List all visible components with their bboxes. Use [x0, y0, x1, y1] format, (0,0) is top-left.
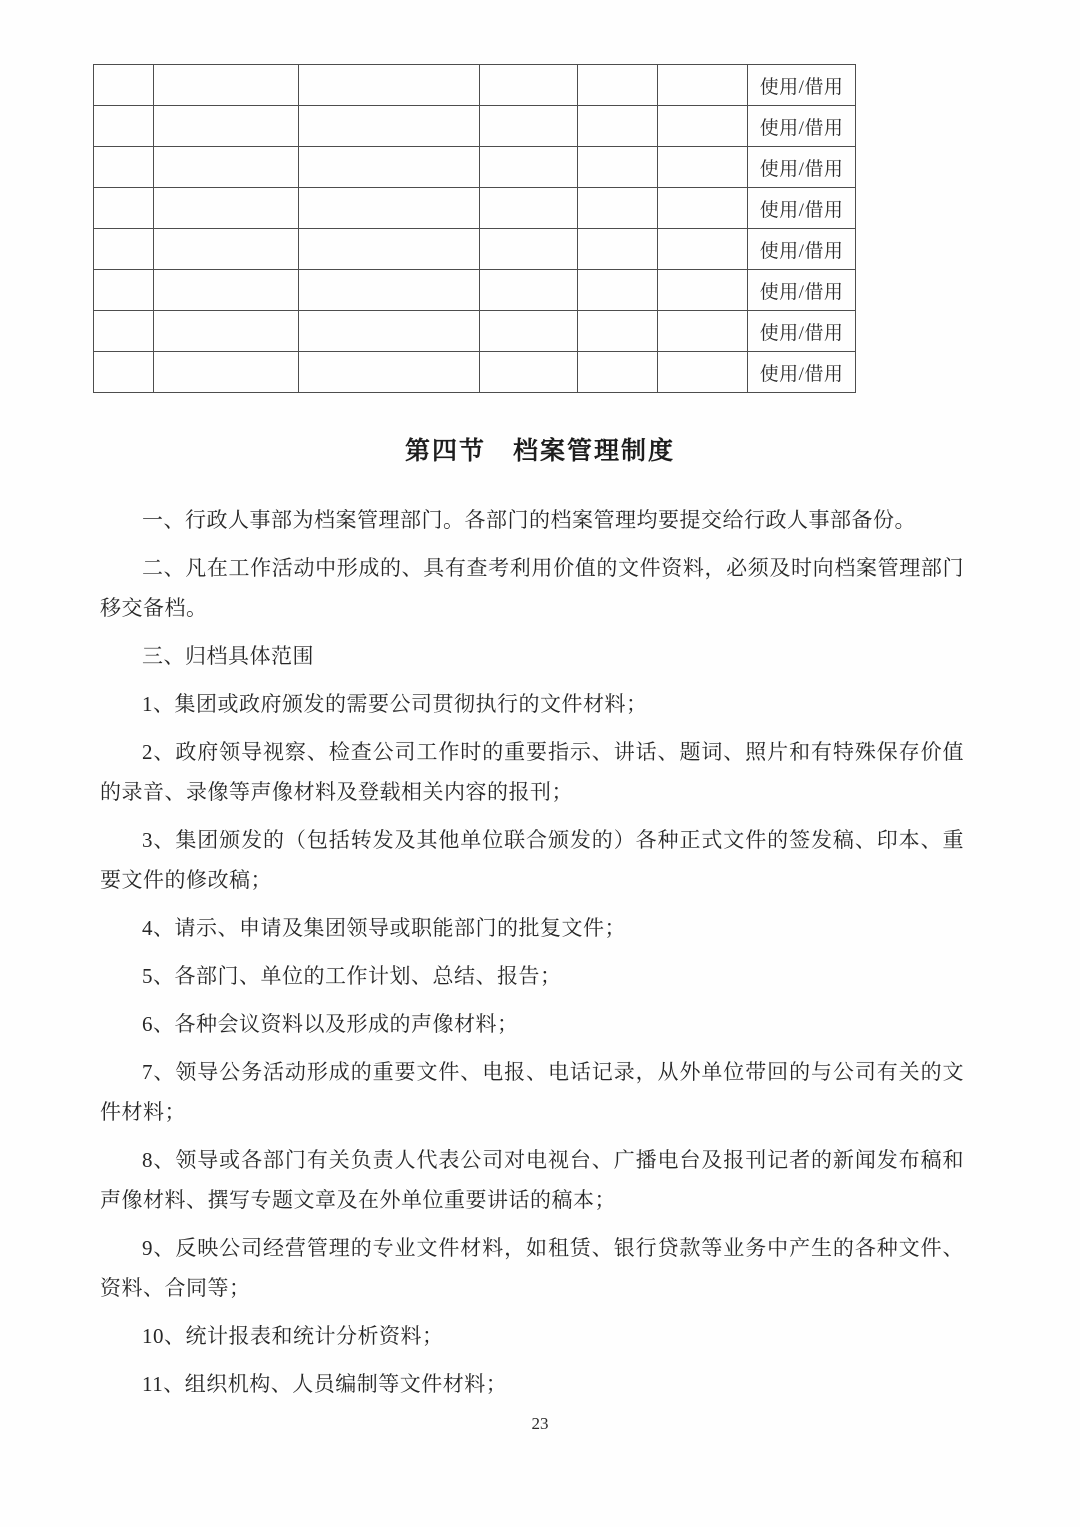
- empty-cell: [578, 188, 658, 229]
- empty-cell: [299, 147, 480, 188]
- table-row: [94, 352, 856, 393]
- empty-cell: [94, 106, 154, 147]
- paragraph: 二、凡在工作活动中形成的、具有查考利用价值的文件资料，必须及时向档案管理部门移交备档。: [100, 556, 964, 620]
- usage-borrow-cell: 使用/借用: [748, 311, 856, 352]
- empty-cell: [658, 352, 748, 393]
- usage-borrow-cell: 使用/借用: [748, 270, 856, 311]
- empty-cell: [94, 65, 154, 106]
- page-number: 23: [531, 1414, 549, 1433]
- usage-borrow-cell: 使用/借用: [748, 65, 856, 106]
- section-heading: 第四节 档案管理制度: [404, 438, 675, 465]
- empty-cell: [658, 229, 748, 270]
- table-row: [94, 147, 856, 188]
- empty-cell: [480, 65, 578, 106]
- empty-cell: [154, 270, 299, 311]
- empty-cell: [480, 106, 578, 147]
- paragraph: 7、领导公务活动形成的重要文件、电报、电话记录，从外单位带回的与公司有关的文件材料；: [100, 1060, 964, 1124]
- archive-usage-table: [93, 64, 856, 393]
- empty-cell: [480, 270, 578, 311]
- paragraph: 5、各部门、单位的工作计划、总结、报告；: [142, 964, 562, 988]
- empty-cell: [299, 65, 480, 106]
- empty-cell: [299, 270, 480, 311]
- empty-cell: [299, 106, 480, 147]
- empty-cell: [480, 229, 578, 270]
- empty-cell: [154, 352, 299, 393]
- empty-cell: [578, 65, 658, 106]
- table-row: [94, 188, 856, 229]
- empty-cell: [154, 229, 299, 270]
- empty-cell: [658, 270, 748, 311]
- document-body: [100, 500, 964, 1412]
- usage-borrow-cell: 使用/借用: [748, 106, 856, 147]
- paragraph: 6、各种会议资料以及形成的声像材料；: [142, 1012, 519, 1036]
- usage-borrow-cell: 使用/借用: [748, 147, 856, 188]
- paragraph: 2、政府领导视察、检查公司工作时的重要指示、讲话、题词、照片和有特殊保存价值的录音、录像等声像材料及登载相关内容的报刊；: [100, 740, 964, 804]
- empty-cell: [94, 270, 154, 311]
- paragraph: 三、归档具体范围: [142, 644, 314, 668]
- empty-cell: [578, 229, 658, 270]
- empty-cell: [658, 106, 748, 147]
- empty-cell: [299, 188, 480, 229]
- empty-cell: [480, 352, 578, 393]
- empty-cell: [154, 188, 299, 229]
- empty-cell: [480, 188, 578, 229]
- paragraph: 8、领导或各部门有关负责人代表公司对电视台、广播电台及报刊记者的新闻发布稿和声像材料、撰写专题文章及在外单位重要讲话的稿本；: [100, 1148, 964, 1212]
- empty-cell: [299, 311, 480, 352]
- paragraph: 一、行政人事部为档案管理部门。各部门的档案管理均要提交给行政人事部备份。: [142, 508, 916, 532]
- empty-cell: [299, 229, 480, 270]
- table-row: [94, 311, 856, 352]
- empty-cell: [94, 188, 154, 229]
- empty-cell: [658, 311, 748, 352]
- empty-cell: [154, 147, 299, 188]
- usage-borrow-cell: 使用/借用: [748, 188, 856, 229]
- empty-cell: [578, 270, 658, 311]
- empty-cell: [154, 311, 299, 352]
- empty-cell: [578, 147, 658, 188]
- empty-cell: [480, 147, 578, 188]
- usage-borrow-cell: 使用/借用: [748, 229, 856, 270]
- empty-cell: [94, 311, 154, 352]
- paragraph: 10、统计报表和统计分析资料；: [142, 1324, 444, 1348]
- paragraph: 1、集团或政府颁发的需要公司贯彻执行的文件材料；: [142, 692, 648, 716]
- table-row: [94, 65, 856, 106]
- archive-table-body: [94, 65, 856, 393]
- empty-cell: [299, 352, 480, 393]
- table-row: [94, 106, 856, 147]
- empty-cell: [480, 311, 578, 352]
- paragraph: 9、反映公司经营管理的专业文件材料，如租赁、银行贷款等业务中产生的各种文件、资料、合同等；: [100, 1236, 964, 1300]
- empty-cell: [94, 229, 154, 270]
- empty-cell: [154, 106, 299, 147]
- paragraph: 4、请示、申请及集团领导或职能部门的批复文件；: [142, 916, 626, 940]
- paragraph: 11、组织机构、人员编制等文件材料；: [142, 1372, 508, 1396]
- empty-cell: [154, 65, 299, 106]
- table-row: [94, 229, 856, 270]
- paragraph: 3、集团颁发的（包括转发及其他单位联合颁发的）各种正式文件的签发稿、印本、重要文件的修改稿；: [100, 828, 964, 892]
- empty-cell: [578, 352, 658, 393]
- empty-cell: [94, 147, 154, 188]
- empty-cell: [94, 352, 154, 393]
- empty-cell: [658, 188, 748, 229]
- empty-cell: [578, 311, 658, 352]
- usage-borrow-cell: 使用/借用: [748, 352, 856, 393]
- empty-cell: [658, 65, 748, 106]
- table-row: [94, 270, 856, 311]
- empty-cell: [658, 147, 748, 188]
- empty-cell: [578, 106, 658, 147]
